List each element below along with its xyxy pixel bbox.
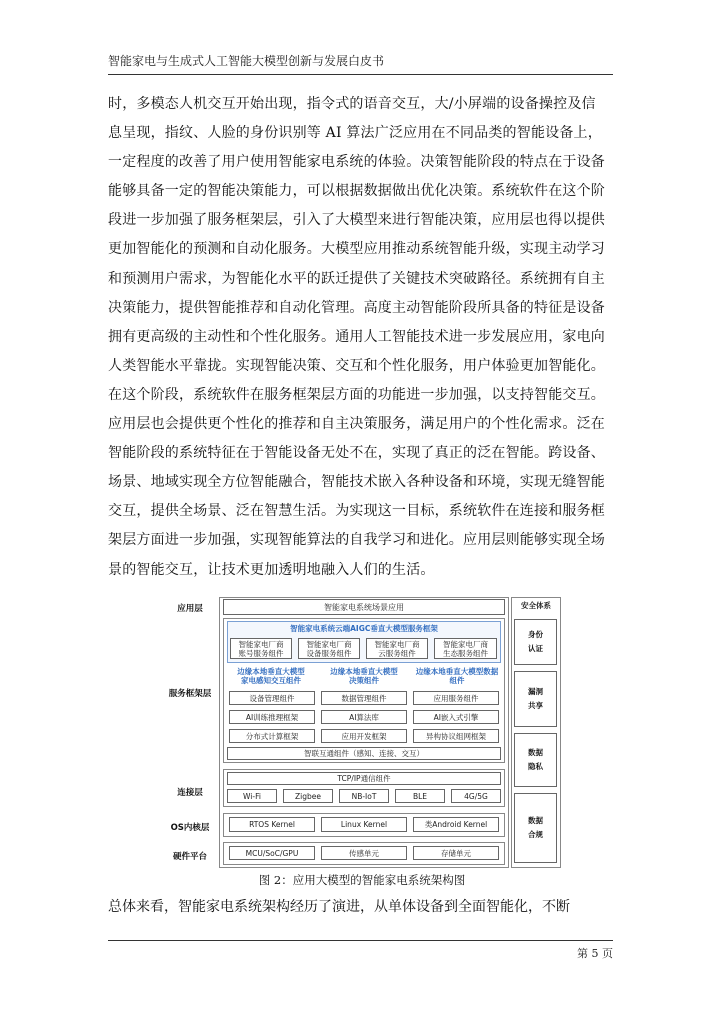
layer-label-connect: 连接层: [177, 788, 203, 798]
layer-label-os: OS内核层: [170, 823, 210, 833]
page-number: 第 5 页: [108, 940, 613, 961]
text-line: 决策能力，提供智能推荐和自动化管理。高度主动智能阶段所具备的特征是设备: [108, 299, 605, 316]
edge-perception-title: 边缘本地垂直大模型 家电感知交互组件: [237, 667, 305, 685]
vulnerability-sharing-box: 漏洞 共享: [514, 671, 557, 727]
edge-decision-title: 边缘本地垂直大模型 决策组件: [330, 667, 398, 685]
android-kernel-box: 类Android Kernel: [413, 817, 499, 832]
text-line: 一定程度的改善了用户使用智能家电系统的体验。决策智能阶段的特点在于设备: [108, 154, 605, 171]
cloud-framework-title: 智能家电系统云端AIGC垂直大模型服务框架: [290, 624, 438, 633]
layer-label-service: 服务框架层: [168, 689, 212, 699]
mcu-soc-gpu-box: MCU/SoC/GPU: [229, 846, 315, 860]
ai-algorithm-library-box: AI算法库: [321, 710, 407, 724]
text-line: 应用层也会提供更个性化的推荐和自主决策服务，满足用户的个性化需求。泛在: [108, 416, 605, 433]
security-title: 安全体系: [521, 601, 551, 610]
text-line: 能够具备一定的智能决策能力，可以根据数据做出优化决策。系统软件在这个阶: [108, 183, 605, 200]
storage-unit-box: 存储单元: [413, 846, 499, 860]
ai-embedded-engine-box: AI嵌入式引擎: [413, 710, 499, 724]
text-line: 景的智能交互，让技术更加透明地融入人们的生活。: [108, 561, 435, 578]
text-line: 人类智能水平靠拢。实现智能决策、交互和个性化服务，用户体验更加智能化。: [108, 357, 605, 374]
cloud-service-box: 智能家电厂商 云服务组件: [366, 638, 428, 659]
protocol-nbiot-box: NB-IoT: [339, 789, 389, 803]
device-service-box: 智能家电厂商 设备服务组件: [298, 638, 360, 659]
text-line: 息呈现，指纹、人脸的身份识别等 AI 算法广泛应用在不同品类的智能设备上，: [108, 125, 602, 142]
text-line: 交互，提供全场景、泛在智慧生活。为实现这一目标，系统软件在连接和服务框: [108, 503, 605, 520]
heterogeneous-network-box: 异构协议组网框架: [413, 729, 499, 743]
protocol-4g5g-box: 4G/5G: [451, 789, 501, 803]
rtos-kernel-box: RTOS Kernel: [229, 817, 315, 832]
data-compliance-box: 数据 合规: [514, 793, 557, 863]
text-line: 在这个阶段，系统软件在服务框架层方面的功能进一步加强，以支持智能交互。: [108, 386, 605, 403]
linux-kernel-box: Linux Kernel: [321, 817, 407, 832]
text-line: 架层方面进一步加强，实现智能算法的自我学习和进化。应用层则能够实现全场: [108, 532, 605, 549]
scene-application-box: 智能家电系统场景应用: [223, 599, 505, 615]
ecosystem-service-box: 智能家电厂商 生态服务组件: [434, 638, 497, 659]
identity-auth-box: 身份 认证: [514, 619, 557, 665]
edge-data-title: 边缘本地垂直大模型数据 组件: [415, 667, 499, 685]
text-line: 智能阶段的系统特征在于智能设备无处不在，实现了真正的泛在智能。跨设备、: [108, 445, 605, 462]
running-header: 智能家电与生成式人工智能大模型创新与发展白皮书: [108, 52, 613, 75]
closing-paragraph: 总体来看，智能家电系统架构经历了演进，从单体设备到全面智能化，不断: [108, 899, 570, 915]
protocol-zigbee-box: Zigbee: [283, 789, 333, 803]
device-management-box: 设备管理组件: [229, 691, 315, 705]
ai-training-framework-box: AI训练推理框架: [229, 710, 315, 724]
app-dev-framework-box: 应用开发框架: [321, 729, 407, 743]
data-privacy-box: 数据 隐私: [514, 733, 557, 787]
app-service-box: 应用服务组件: [413, 691, 499, 705]
text-line: 段进一步加强了服务框架层，引入了大模型来进行智能决策，应用层也得以提供: [108, 212, 605, 229]
layer-label-app: 应用层: [177, 604, 203, 614]
architecture-diagram: [163, 597, 561, 868]
text-line: 场景、地域实现全方位智能融合，智能技术嵌入各种设备和环境，实现无缝智能: [108, 474, 605, 491]
account-service-box: 智能家电厂商 账号服务组件: [230, 638, 292, 659]
text-line: 更加智能化的预测和自动化服务。大模型应用推动系统智能升级，实现主动学习: [108, 241, 605, 258]
interconnect-component-box: 智联互通组件（感知、连接、交互）: [227, 747, 501, 760]
layer-label-hardware: 硬件平台: [172, 852, 207, 862]
protocol-ble-box: BLE: [395, 789, 445, 803]
tcp-ip-component-box: TCP/IP通信组件: [227, 772, 501, 785]
distributed-computing-box: 分布式计算框架: [229, 729, 315, 743]
body-paragraph: [108, 90, 616, 585]
text-line: 时，多模态人机交互开始出现，指令式的语音交互，大/小屏端的设备操控及信: [108, 96, 596, 112]
text-line: 和预测用户需求，为智能化水平的跃迁提供了关键技术突破路径。系统拥有自主: [108, 270, 605, 287]
protocol-wifi-box: Wi-Fi: [227, 789, 277, 803]
text-line: 拥有更高级的主动性和个性化服务。通用人工智能技术进一步发展应用，家电向: [108, 328, 605, 345]
sensing-unit-box: 传感单元: [321, 846, 407, 860]
figure-caption: 图 2：应用大模型的智能家电系统架构图: [258, 873, 466, 887]
data-management-box: 数据管理组件: [321, 691, 407, 705]
